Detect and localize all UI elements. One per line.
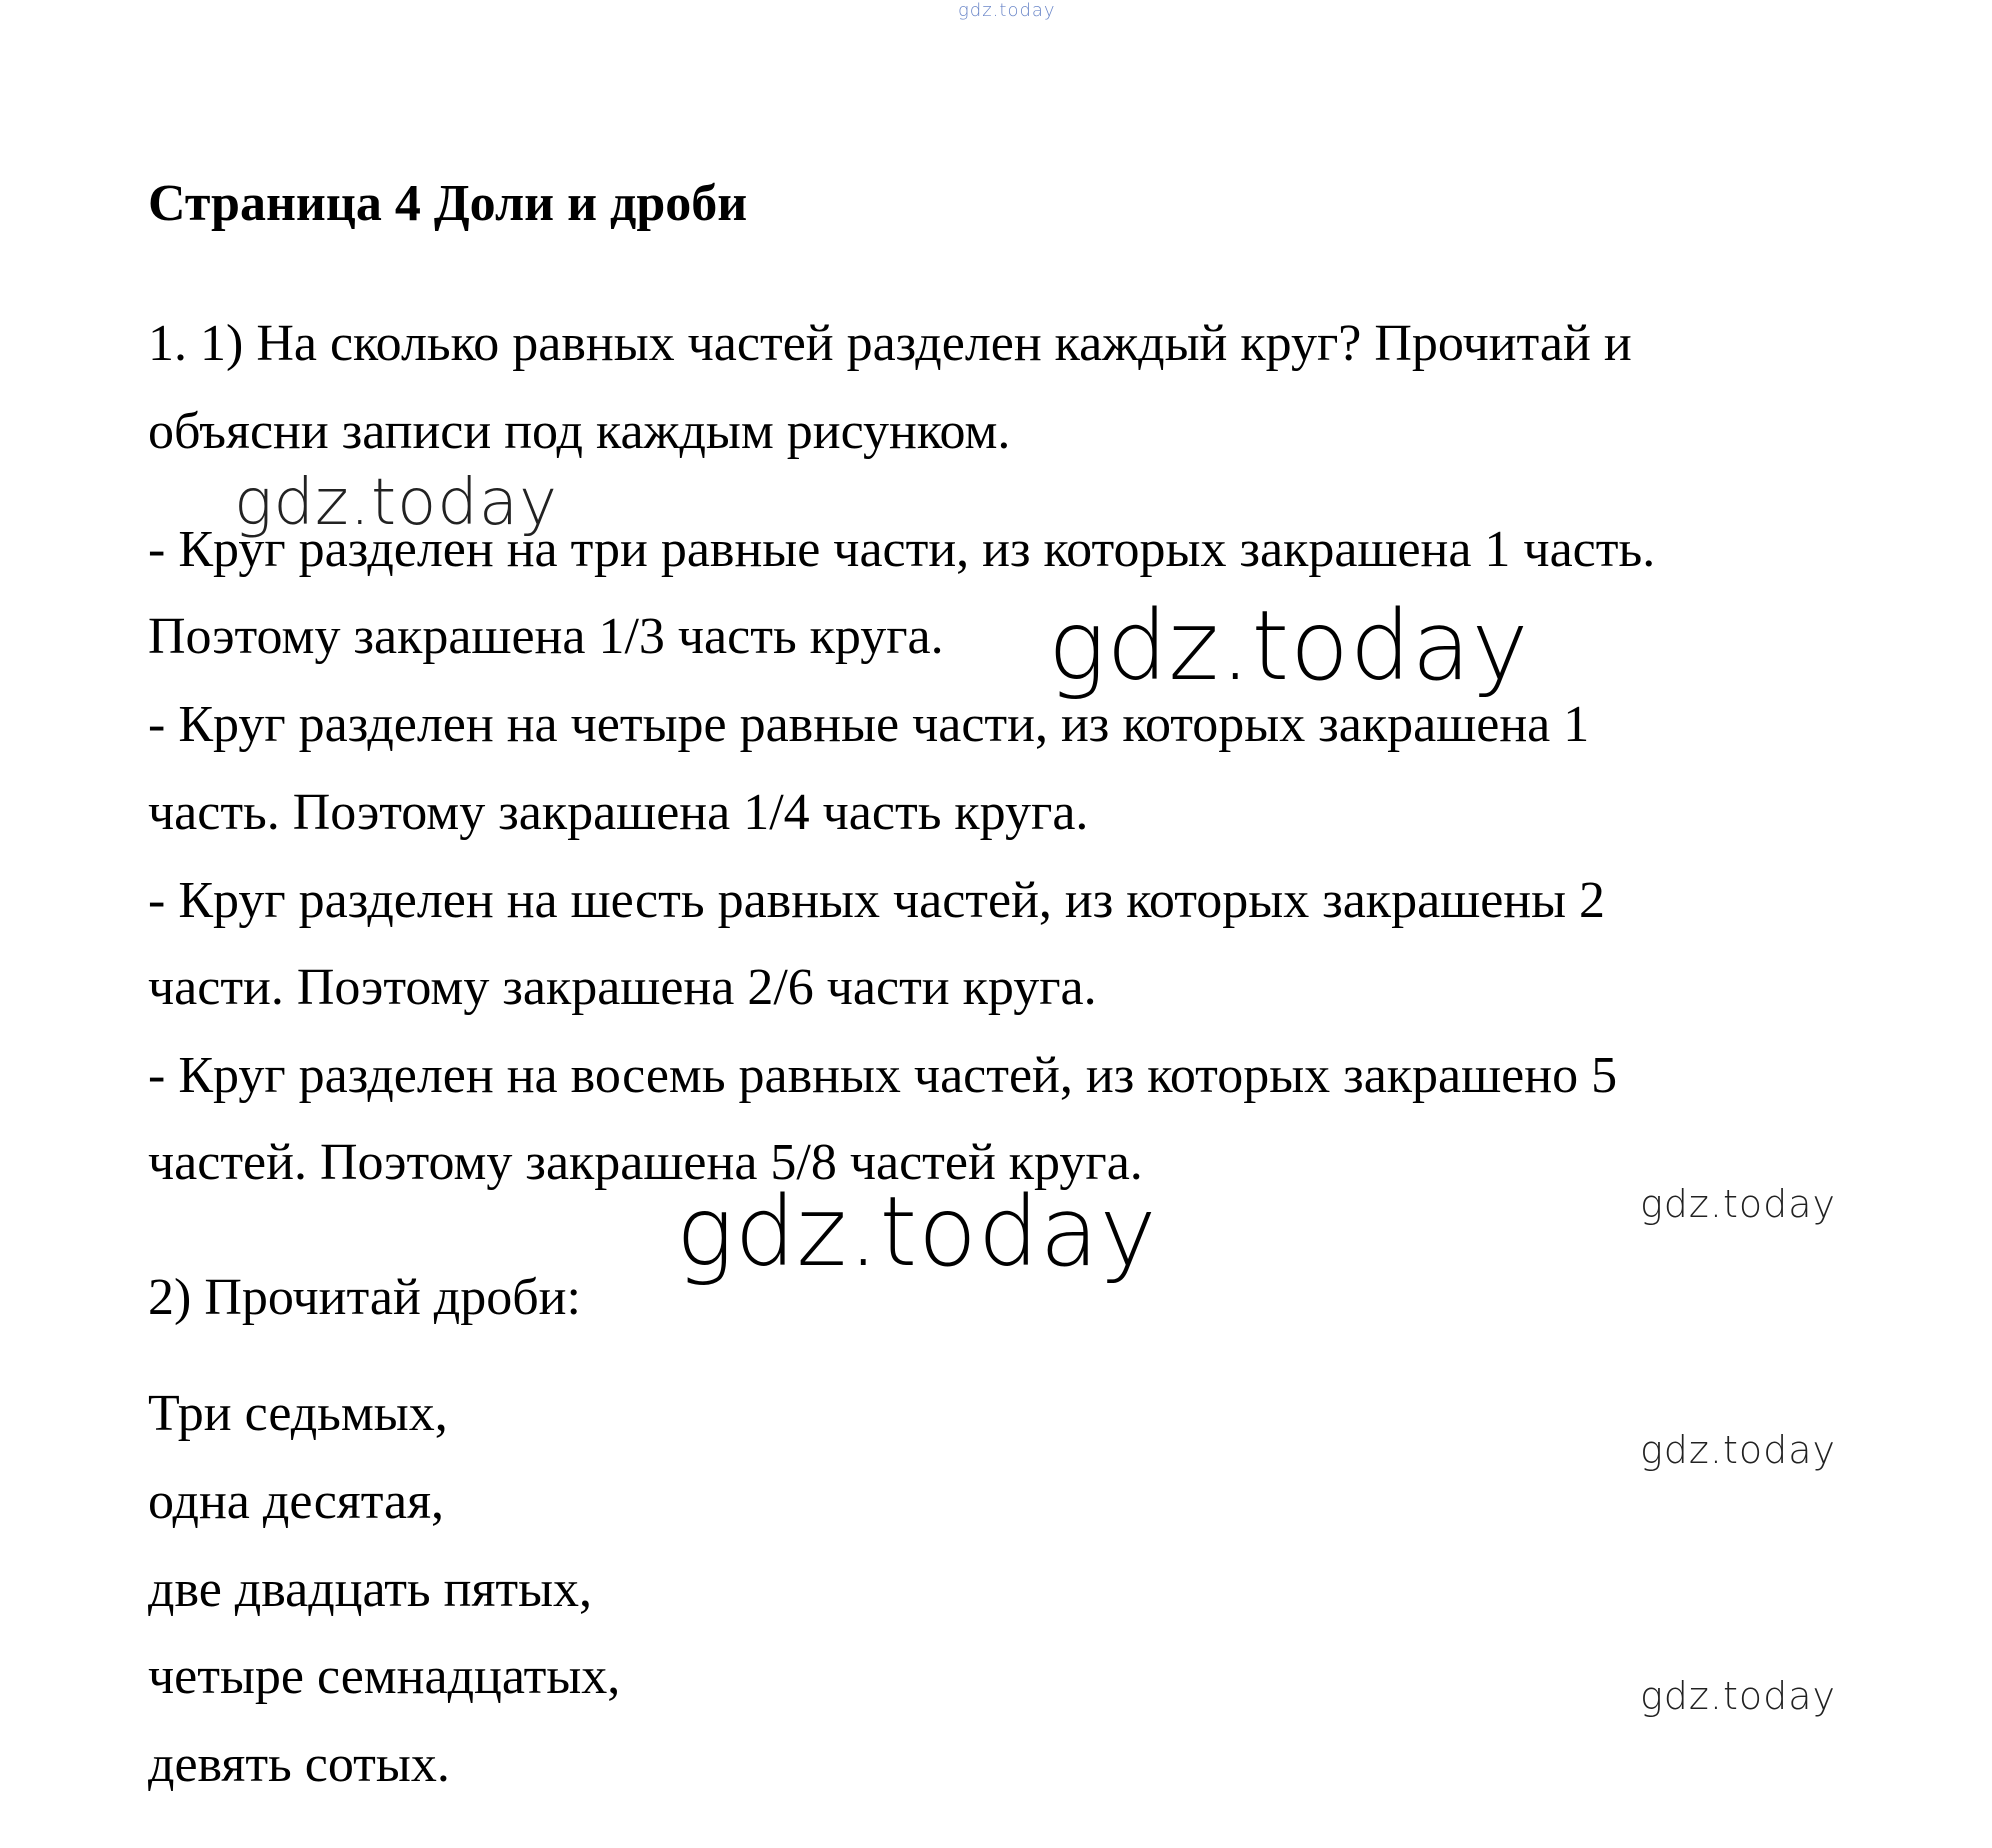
watermark: gdz.today [676, 1176, 1158, 1288]
watermark: gdz.today [1640, 1428, 1836, 1472]
watermark: gdz.today [234, 466, 558, 540]
task2-answer-line-2: одна десятая, [148, 1473, 445, 1530]
task2-answer-line-1: Три седьмых, [148, 1385, 448, 1442]
watermark-top: gdz.today [958, 0, 1056, 21]
task2-answer-line-3: две двадцать пятых, [148, 1561, 593, 1618]
task1-answer-line-2: Поэтому закрашена 1/3 часть круга. [148, 608, 944, 665]
task1-answer-line-7: - Круг разделен на восемь равных частей, из которых закрашено 5 [148, 1047, 1618, 1104]
watermark: gdz.today [1640, 1674, 1836, 1718]
task1-answer-line-5: - Круг разделен на шесть равных частей, из которых закрашены 2 [148, 872, 1606, 929]
task2-answer-line-5: девять сотых. [148, 1736, 450, 1793]
task1-answer-line-1: - Круг разделен на три равные части, из которых закрашена 1 часть. [148, 521, 1656, 578]
task2-question: 2) Прочитай дроби: [148, 1269, 581, 1326]
task1-answer-line-3: - Круг разделен на четыре равные части, из которых закрашена 1 [148, 696, 1590, 753]
page-title: Страница 4 Доли и дроби [148, 175, 748, 232]
task1-question-line-1: 1. 1) На сколько равных частей разделен каждый круг? Прочитай и [148, 315, 1632, 372]
task2-answer-line-4: четыре семнадцатых, [148, 1648, 621, 1705]
task1-answer-line-4: часть. Поэтому закрашена 1/4 часть круга. [148, 784, 1089, 841]
watermark: gdz.today [1640, 1182, 1836, 1226]
task1-answer-line-6: части. Поэтому закрашена 2/6 части круга. [148, 959, 1097, 1016]
watermark: gdz.today [1048, 590, 1530, 702]
task1-answer-line-8: частей. Поэтому закрашена 5/8 частей круга. [148, 1134, 1143, 1191]
task1-question-line-2: объясни записи под каждым рисунком. [148, 403, 1011, 460]
